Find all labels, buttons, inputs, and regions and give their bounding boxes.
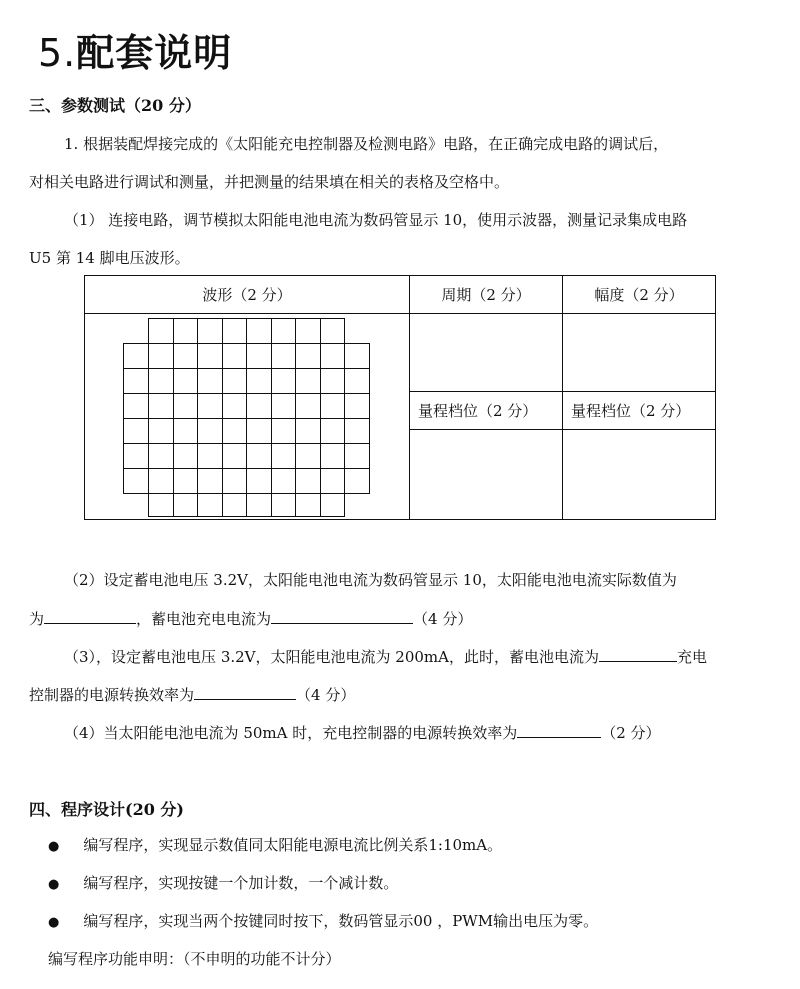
q2-line2 bbox=[29, 607, 472, 629]
q4-text: （4）当太阳能电池电流为 50mA 时，充电控制器的电源转换效率为 bbox=[64, 724, 518, 742]
bullet-text: 编写程序，实现按键一个加计数，一个减计数。 bbox=[83, 874, 399, 892]
q4-line bbox=[64, 721, 661, 743]
range-value-cell-2[interactable] bbox=[563, 430, 716, 520]
bullet-item-1 bbox=[48, 834, 502, 855]
q2-mid: ，蓄电池充电电流为 bbox=[136, 610, 272, 628]
answer-blank-charge-current[interactable] bbox=[271, 607, 413, 624]
title-number: 5. bbox=[38, 31, 77, 75]
answer-blank-actual-current[interactable] bbox=[44, 607, 136, 624]
q4-score: （2 分） bbox=[601, 724, 661, 742]
bullet-dot-icon: ● bbox=[48, 915, 60, 930]
answer-blank-battery-current[interactable] bbox=[599, 645, 677, 662]
oscilloscope-grid bbox=[123, 318, 373, 518]
q1-line2: U5 第 14 脚电压波形。 bbox=[29, 249, 190, 267]
q3-text: （3），设定蓄电池电压 3.2V，太阳能电池电流为 200mA，此时，蓄电池电流为 bbox=[64, 648, 599, 666]
bullet-item-2 bbox=[48, 872, 398, 893]
p1-line2: 对相关电路进行调试和测量，并把测量的结果填在相关的表格及空格中。 bbox=[29, 173, 510, 191]
amplitude-header: 幅度（2 分） bbox=[563, 276, 716, 314]
q3-score: （4 分） bbox=[296, 686, 356, 704]
waveform-header: 波形（2 分） bbox=[85, 276, 410, 314]
q2-line1: （2）设定蓄电池电压 3.2V，太阳能电池电流为数码管显示 10，太阳能电池电流实际数值为 bbox=[64, 571, 677, 589]
section-4-heading: 四、程序设计(20 分) bbox=[29, 800, 184, 819]
q3-line2 bbox=[29, 683, 355, 705]
bullet-item-3 bbox=[48, 910, 598, 931]
p1-line1: 1. 根据装配焊接完成的《太阳能充电控制器及检测电路》电路，在正确完成电路的调试后， bbox=[64, 135, 669, 153]
bullet-dot-icon: ● bbox=[48, 839, 60, 854]
amplitude-value-cell[interactable] bbox=[563, 314, 716, 392]
q3-line2-text: 控制器的电源转换效率为 bbox=[29, 686, 195, 704]
program-note: 编写程序功能申明：（不申明的功能不计分） bbox=[48, 950, 341, 968]
bullet-text: 编写程序，实现当两个按键同时按下，数码管显示00 ，PWM输出电压为零。 bbox=[83, 912, 599, 930]
q2-score: （4 分） bbox=[413, 610, 473, 628]
q1-line1: （1） 连接电路，调节模拟太阳能电池电流为数码管显示 10，使用示波器，测量记录集成电路 bbox=[64, 211, 688, 229]
range-value-cell-1[interactable] bbox=[410, 430, 563, 520]
q2-prefix: 为 bbox=[29, 610, 45, 628]
section-3-heading: 三、参数测试（20 分） bbox=[29, 96, 201, 115]
title-text: 配套说明 bbox=[76, 31, 233, 75]
range-label-1: 量程档位（2 分） bbox=[410, 392, 563, 430]
q3-tail: 充电 bbox=[676, 648, 707, 666]
bullet-text: 编写程序，实现显示数值同太阳能电源电流比例关系1:10mA。 bbox=[83, 836, 503, 854]
period-value-cell[interactable] bbox=[410, 314, 563, 392]
answer-blank-efficiency-4[interactable] bbox=[517, 721, 601, 738]
period-header: 周期（2 分） bbox=[410, 276, 563, 314]
range-label-2: 量程档位（2 分） bbox=[563, 392, 716, 430]
page-title bbox=[38, 22, 232, 77]
answer-blank-efficiency-3[interactable] bbox=[194, 683, 296, 700]
q3-line1 bbox=[64, 645, 707, 667]
bullet-dot-icon: ● bbox=[48, 877, 60, 892]
